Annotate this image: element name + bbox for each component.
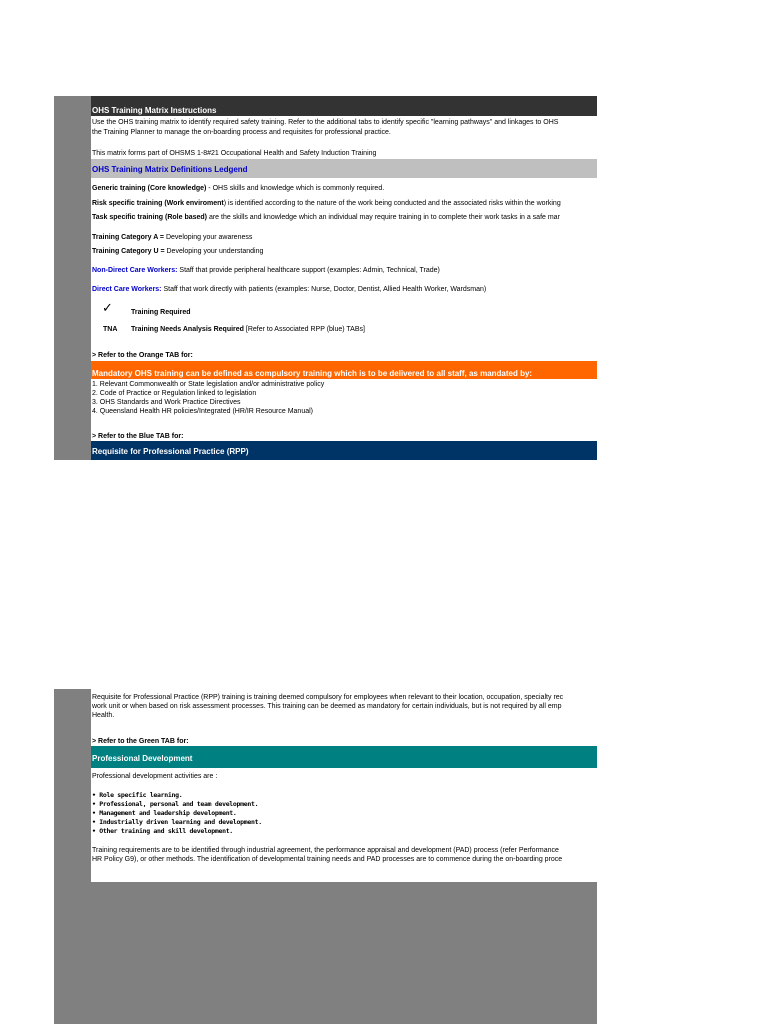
tna-code: TNA — [103, 326, 118, 333]
sheet-content — [91, 689, 597, 1024]
category-a-label: Training Category A = — [92, 234, 165, 241]
rpp-title: Requisite for Professional Practice (RPP) — [92, 447, 249, 456]
pd-list-item: • Management and leadership development. — [92, 809, 237, 817]
definitions-title: OHS Training Matrix Definitions Ledgend — [92, 165, 248, 174]
empty-grey-area — [91, 882, 597, 1024]
requirements-line-2: HR Policy G9), or other methods. The identification of developmental training needs and PAD processes are to commence during the on-boarding proce — [92, 856, 563, 863]
risk-training-def — [91, 199, 561, 208]
mandate-item: 1. Relevant Commonwealth or State legislation and/or administrative policy — [92, 381, 325, 388]
mandate-item: 3. OHS Standards and Work Practice Directives — [92, 399, 241, 406]
tna-label: Training Needs Analysis Required — [131, 326, 244, 333]
pd-list-item: • Role specific learning. — [92, 791, 183, 799]
instructions-title: OHS Training Matrix Instructions — [92, 106, 217, 115]
mandatory-title: Mandatory OHS training can be defined as compulsory training which is to be delivered to all staff, as mandated by: — [92, 369, 533, 378]
generic-training-label: Generic training (Core knowledge) — [92, 185, 207, 192]
risk-training-label: Risk specific training (Work enviroment — [92, 200, 224, 207]
direct-care-text: Staff that work directly with patients (examples: Nurse, Doctor, Dentist, Allied Health Worker, Wardsman) — [161, 286, 487, 293]
training-required-label: Training Required — [131, 309, 191, 316]
task-training-def — [91, 213, 560, 222]
professional-development-title: Professional Development — [92, 754, 193, 763]
category-u-text: Developing your understanding — [164, 248, 264, 255]
definitions-title-bar — [91, 159, 597, 178]
check-mark-icon: ✓ — [102, 301, 113, 316]
sheet-content — [91, 96, 597, 460]
rpp-description-line-2: work unit or when based on risk assessment processes. This training can be deemed as mandatory for certain individuals, but is not required by all emp — [92, 703, 562, 710]
mandate-item: 2. Code of Practice or Regulation linked to legislation — [92, 390, 257, 397]
green-tab-reference: > Refer to the Green TAB for: — [92, 738, 189, 745]
task-training-label: Task specific training (Role based) — [92, 214, 208, 221]
category-a-text: Developing your awareness — [164, 234, 253, 241]
generic-training-def — [91, 184, 384, 193]
direct-care-def — [91, 285, 486, 294]
pd-list-item: • Industrially driven learning and development. — [92, 818, 262, 826]
intro-line-1: Use the OHS training matrix to identify required safety training. Refer to the additional tabs to identify specific "learning pathways" and linkages to OHS — [92, 119, 559, 126]
intro-line-2: the Training Planner to manage the on-boarding process and requisites for professional practice. — [92, 129, 391, 136]
category-a-def — [91, 233, 252, 242]
pd-intro: Professional development activities are : — [92, 773, 218, 780]
generic-training-text: - OHS skills and knowledge which is commonly required. — [206, 185, 385, 192]
sheet-section-development — [54, 689, 597, 1024]
row-header-gutter — [54, 689, 91, 1024]
tna-def — [131, 325, 365, 334]
task-training-text: are the skills and knowledge which an individual may require training in to complete their work tasks in a safe mar — [207, 214, 560, 221]
pd-list-item: • Other training and skill development. — [92, 827, 233, 835]
non-direct-care-text: Staff that provide peripheral healthcare support (examples: Admin, Technical, Trade) — [177, 267, 440, 274]
row-header-gutter — [54, 96, 91, 460]
direct-care-label: Direct Care Workers: — [92, 286, 162, 293]
orange-tab-reference: > Refer to the Orange TAB for: — [92, 352, 193, 359]
rpp-description-line-1: Requisite for Professional Practice (RPP) training is training deemed compulsory for employees when relevant to their location, occupation, specialty rec — [92, 694, 564, 701]
category-u-def — [91, 247, 263, 256]
mandatory-title-bar — [91, 361, 597, 379]
risk-training-text: ) is identified according to the nature of the work being conducted and the associated risks within the working — [223, 200, 561, 207]
non-direct-care-def — [91, 266, 440, 275]
pd-list-item: • Professional, personal and team development. — [92, 800, 259, 808]
blue-tab-reference: > Refer to the Blue TAB for: — [92, 433, 184, 440]
requirements-line-1: Training requirements are to be identified through industrial agreement, the performance appraisal and development (PAD) process (refer Performance — [92, 847, 559, 854]
rpp-title-bar — [91, 441, 597, 460]
mandate-item: 4. Queensland Health HR policies/Integrated (HR/IR Resource Manual) — [92, 408, 313, 415]
rpp-description-line-3: Health. — [92, 712, 115, 719]
professional-development-title-bar — [91, 746, 597, 768]
tna-text: [Refer to Associated RPP (blue) TABs] — [243, 326, 365, 333]
category-u-label: Training Category U = — [92, 248, 165, 255]
instructions-title-bar — [91, 96, 597, 116]
sheet-section-instructions — [54, 96, 597, 460]
matrix-note: This matrix forms part of OHSMS 1-8#21 Occupational Health and Safety Induction Training — [92, 150, 377, 157]
non-direct-care-label: Non-Direct Care Workers: — [92, 267, 178, 274]
